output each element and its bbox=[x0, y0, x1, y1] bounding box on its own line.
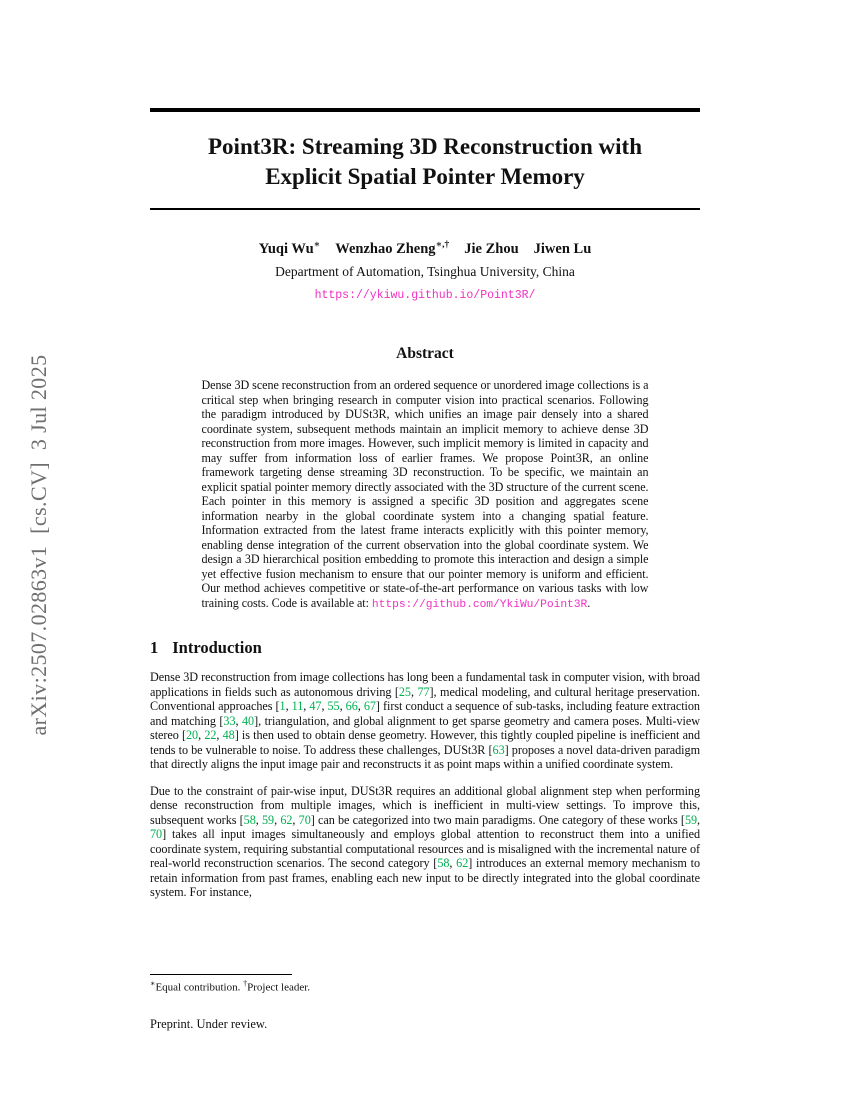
citation-ref[interactable]: 11 bbox=[291, 699, 304, 714]
citation-ref[interactable]: 66 bbox=[345, 699, 358, 714]
citation-ref[interactable]: 33 bbox=[223, 713, 236, 728]
footnote-text: ∗Equal contribution. †Project leader. bbox=[150, 979, 311, 994]
citation-ref[interactable]: 67 bbox=[363, 699, 376, 714]
citation-ref[interactable]: 70 bbox=[298, 812, 311, 827]
footnote-marker: † bbox=[243, 979, 248, 988]
section-number: 1 bbox=[150, 638, 159, 658]
citation-ref[interactable]: 62 bbox=[456, 856, 469, 871]
citation-ref[interactable]: 1 bbox=[279, 699, 286, 714]
author-3 bbox=[464, 241, 518, 257]
arxiv-watermark: arXiv:2507.02863v1 [cs.CV] 3 Jul 2025 bbox=[26, 354, 51, 736]
footnote-rule bbox=[150, 974, 292, 975]
author-1-marker: ∗ bbox=[313, 240, 321, 251]
footnote-marker: ∗ bbox=[150, 979, 156, 988]
intro-paragraph-2: Due to the constraint of pair-wise input, DUSt3R requires an additional global alignment step when performing dense reconstruction from multiple images, which is inefficient in multi-view settings. To improve this, subsequent works [58, 59, 62, 70] can be categorized into two main paradigms. One category of these works [59, 70] takes all input images simultaneously and employs global attention to reconstruct them into a unified coordinate system, requiring substantial computational resources and is misaligned with the incremental nature of real-world reconstruction scenarios. The second category [58, 62] introduces an external memory mechanism to retain information from past frames, enabling each new input to be directly integrated into the global coordinate system. For instance, bbox=[150, 783, 701, 900]
citation-ref[interactable]: 22 bbox=[204, 728, 217, 743]
citation-ref[interactable]: 59 bbox=[262, 812, 275, 827]
author-2-name: Wenzhao Zheng bbox=[335, 241, 436, 258]
citation-ref[interactable]: 47 bbox=[309, 699, 322, 714]
citation-ref[interactable]: 77 bbox=[417, 684, 430, 699]
author-4 bbox=[534, 241, 592, 257]
paper-title bbox=[150, 132, 700, 192]
citation-ref[interactable]: 25 bbox=[398, 684, 411, 699]
author-4-name: Jiwen Lu bbox=[533, 241, 592, 258]
paper-title-line2: Explicit Spatial Pointer Memory bbox=[265, 164, 585, 189]
paper-title-line1: Point3R: Streaming 3D Reconstruction with bbox=[208, 134, 642, 159]
citation-ref[interactable]: 58 bbox=[243, 812, 256, 827]
footnote-block bbox=[150, 974, 700, 994]
affiliation: Department of Automation, Tsinghua University, China bbox=[275, 264, 575, 280]
paper-content bbox=[150, 108, 700, 900]
author-1 bbox=[259, 241, 321, 257]
author-2-marker: ∗,† bbox=[435, 240, 450, 251]
title-rule-top bbox=[150, 108, 700, 112]
section-heading-introduction bbox=[150, 638, 700, 658]
citation-ref[interactable]: 55 bbox=[327, 699, 340, 714]
citation-ref[interactable]: 58 bbox=[437, 856, 450, 871]
citation-ref[interactable]: 40 bbox=[242, 713, 255, 728]
abstract-text: Dense 3D scene reconstruction from an ordered sequence or unordered image collections is a critical step when bringing research in computer vision into practical scenarios. Following the paradigm introduced by DUSt3R, which unifies an image pair densely into a shared coordinate system, subsequent methods maintain an implicit memory to achieve dense 3D reconstruction from more images. However, such implicit memory is limited in capacity and may suffer from information loss of earlier frames. We propose Point3R, an online framework targeting dense streaming 3D reconstruction. To be specific, we maintain an explicit spatial pointer memory directly associated with the 3D structure of the current scene. Each pointer in this memory is assigned a specific 3D position and aggregates scene information nearby in the global coordinate system into a changing spatial feature. Information extracted from the latest frame interacts explicitly with this pointer memory, enabling dense integration of the current observation into the global coordinate system. We design a 3D hierarchical position embedding to promote this interaction and design a simple yet effective fusion mechanism to ensure that our pointer memory is uniform and efficient. Our method achieves competitive or state-of-the-art performance on various tasks with low training costs. Code is available at: https://github.com/YkiWu/Point3R. bbox=[201, 378, 649, 611]
project-url-row bbox=[150, 285, 700, 303]
project-url-link[interactable]: https://ykiwu.github.io/Point3R/ bbox=[314, 289, 536, 303]
inline-url-link[interactable]: https://github.com/YkiWu/Point3R bbox=[371, 598, 588, 611]
abstract-heading: Abstract bbox=[396, 345, 454, 363]
intro-paragraph-1: Dense 3D reconstruction from image collections has long been a fundamental task in computer vision, with broad applications in fields such as autonomous driving [25, 77], medical modeling, and cultural heritage preservation. Conventional approaches [1, 11, 47, 55, 66, 67] first conduct a sequence of sub-tasks, including feature extraction and matching [33, 40], triangulation, and global alignment to get sparse geometry and camera poses. Multi-view stereo [20, 22, 48] is then used to obtain dense geometry. However, this tightly coupled pipeline is inefficient and tends to be vulnerable to noise. To address these challenges, DUSt3R [63] proposes a novel data-driven paradigm that directly aligns the input image pair and reconstructs it as point maps within a unified coordinate system. bbox=[150, 670, 701, 772]
citation-ref[interactable]: 63 bbox=[492, 742, 505, 757]
author-2 bbox=[335, 241, 449, 257]
citation-ref[interactable]: 70 bbox=[150, 827, 163, 842]
title-rule-bottom bbox=[150, 208, 700, 210]
author-3-name: Jie Zhou bbox=[464, 241, 519, 258]
citation-ref[interactable]: 59 bbox=[684, 812, 698, 827]
footer-note: Preprint. Under review. bbox=[150, 1017, 268, 1031]
citation-ref[interactable]: 48 bbox=[222, 728, 235, 743]
author-1-name: Yuqi Wu bbox=[258, 241, 314, 258]
citation-ref[interactable]: 20 bbox=[186, 728, 199, 743]
author-list bbox=[150, 240, 700, 259]
citation-ref[interactable]: 62 bbox=[280, 812, 293, 827]
section-title: Introduction bbox=[172, 638, 262, 658]
